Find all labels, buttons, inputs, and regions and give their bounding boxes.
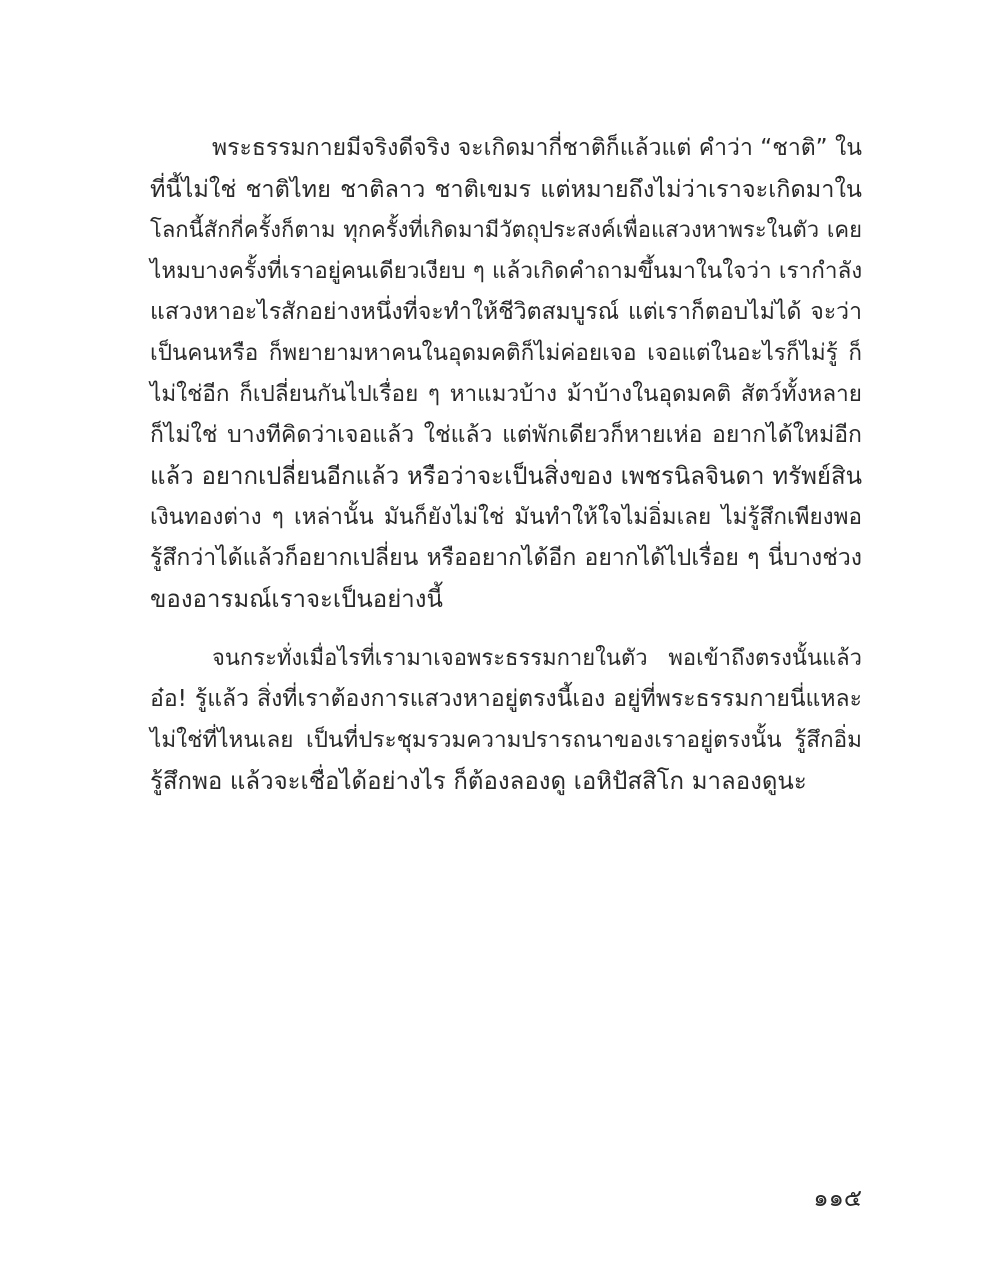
text-line: ไม่ใช่ที่ไหนเลย เป็นที่ประชุมรวมความปรารถนาของเราอยู่ตรงนั้น รู้สึกอิ่ม	[150, 727, 862, 753]
text-line: ไหมบางครั้งที่เราอยู่คนเดียวเงียบ ๆ แล้วเกิดคำถามขึ้นมาในใจว่า เรากำลัง	[150, 258, 863, 284]
body-text	[150, 128, 862, 802]
text-line: รู้สึกพอ แล้วจะเชื่อได้อย่างไร ก็ต้องลองดู เอหิปัสสิโก มาลองดูนะ	[150, 767, 807, 795]
text-line: ของอารมณ์เราจะเป็นอย่างนี้	[150, 585, 443, 613]
text-line: รู้สึกว่าได้แล้วก็อยากเปลี่ยน หรืออยากได้อีก อยากได้ไปเรื่อย ๆ นี่บางช่วง	[150, 545, 862, 571]
text-line: เป็นคนหรือ ก็พยายามหาคนในอุดมคติก็ไม่ค่อยเจอ เจอแต่ในอะไรก็ไม่รู้ ก็	[150, 340, 862, 366]
text-line: ที่นี้ไม่ใช่ ชาติไทย ชาติลาว ชาติเขมร แต่หมายถึงไม่ว่าเราจะเกิดมาใน	[150, 175, 862, 203]
text-line: พระธรรมกายมีจริงดีจริง จะเกิดมากี่ชาติก็แล้วแต่ คำว่า “ชาติ” ใน	[212, 135, 862, 161]
text-line: อ๋อ! รู้แล้ว สิ่งที่เราต้องการแสวงหาอยู่ตรงนี้เอง อยู่ที่พระธรรมกายนี่แหละ	[150, 686, 862, 712]
text-line: โลกนี้สักกี่ครั้งก็ตาม ทุกครั้งที่เกิดมามีวัตถุประสงค์เพื่อแสวงหาพระในตัว เคย	[150, 218, 862, 243]
paragraph-2	[150, 638, 862, 802]
text-line: จนกระทั่งเมื่อไรที่เรามาเจอพระธรรมกายในตัว พอเข้าถึงตรงนั้นแล้ว	[212, 646, 862, 671]
text-line: ก็ไม่ใช่ บางทีคิดว่าเจอแล้ว ใช่แล้ว แต่พักเดียวก็หายเห่อ อยากได้ใหม่อีก	[150, 422, 862, 448]
page-number: ๑๑๕	[813, 1184, 862, 1212]
text-line: แสวงหาอะไรสักอย่างหนึ่งที่จะทำให้ชีวิตสมบูรณ์ แต่เราก็ตอบไม่ได้ จะว่า	[150, 299, 862, 325]
text-line: ไม่ใช่อีก ก็เปลี่ยนกันไปเรื่อย ๆ หาแมวบ้าง ม้าบ้างในอุดมคติ สัตว์ทั้งหลาย	[150, 381, 862, 407]
text-line: เงินทองต่าง ๆ เหล่านั้น มันก็ยังไม่ใช่ มันทำให้ใจไม่อิ่มเลย ไม่รู้สึกเพียงพอ	[150, 504, 862, 530]
text-line: แล้ว อยากเปลี่ยนอีกแล้ว หรือว่าจะเป็นสิ่งของ เพชรนิลจินดา ทรัพย์สิน	[150, 462, 862, 490]
paragraph-1	[150, 128, 862, 620]
